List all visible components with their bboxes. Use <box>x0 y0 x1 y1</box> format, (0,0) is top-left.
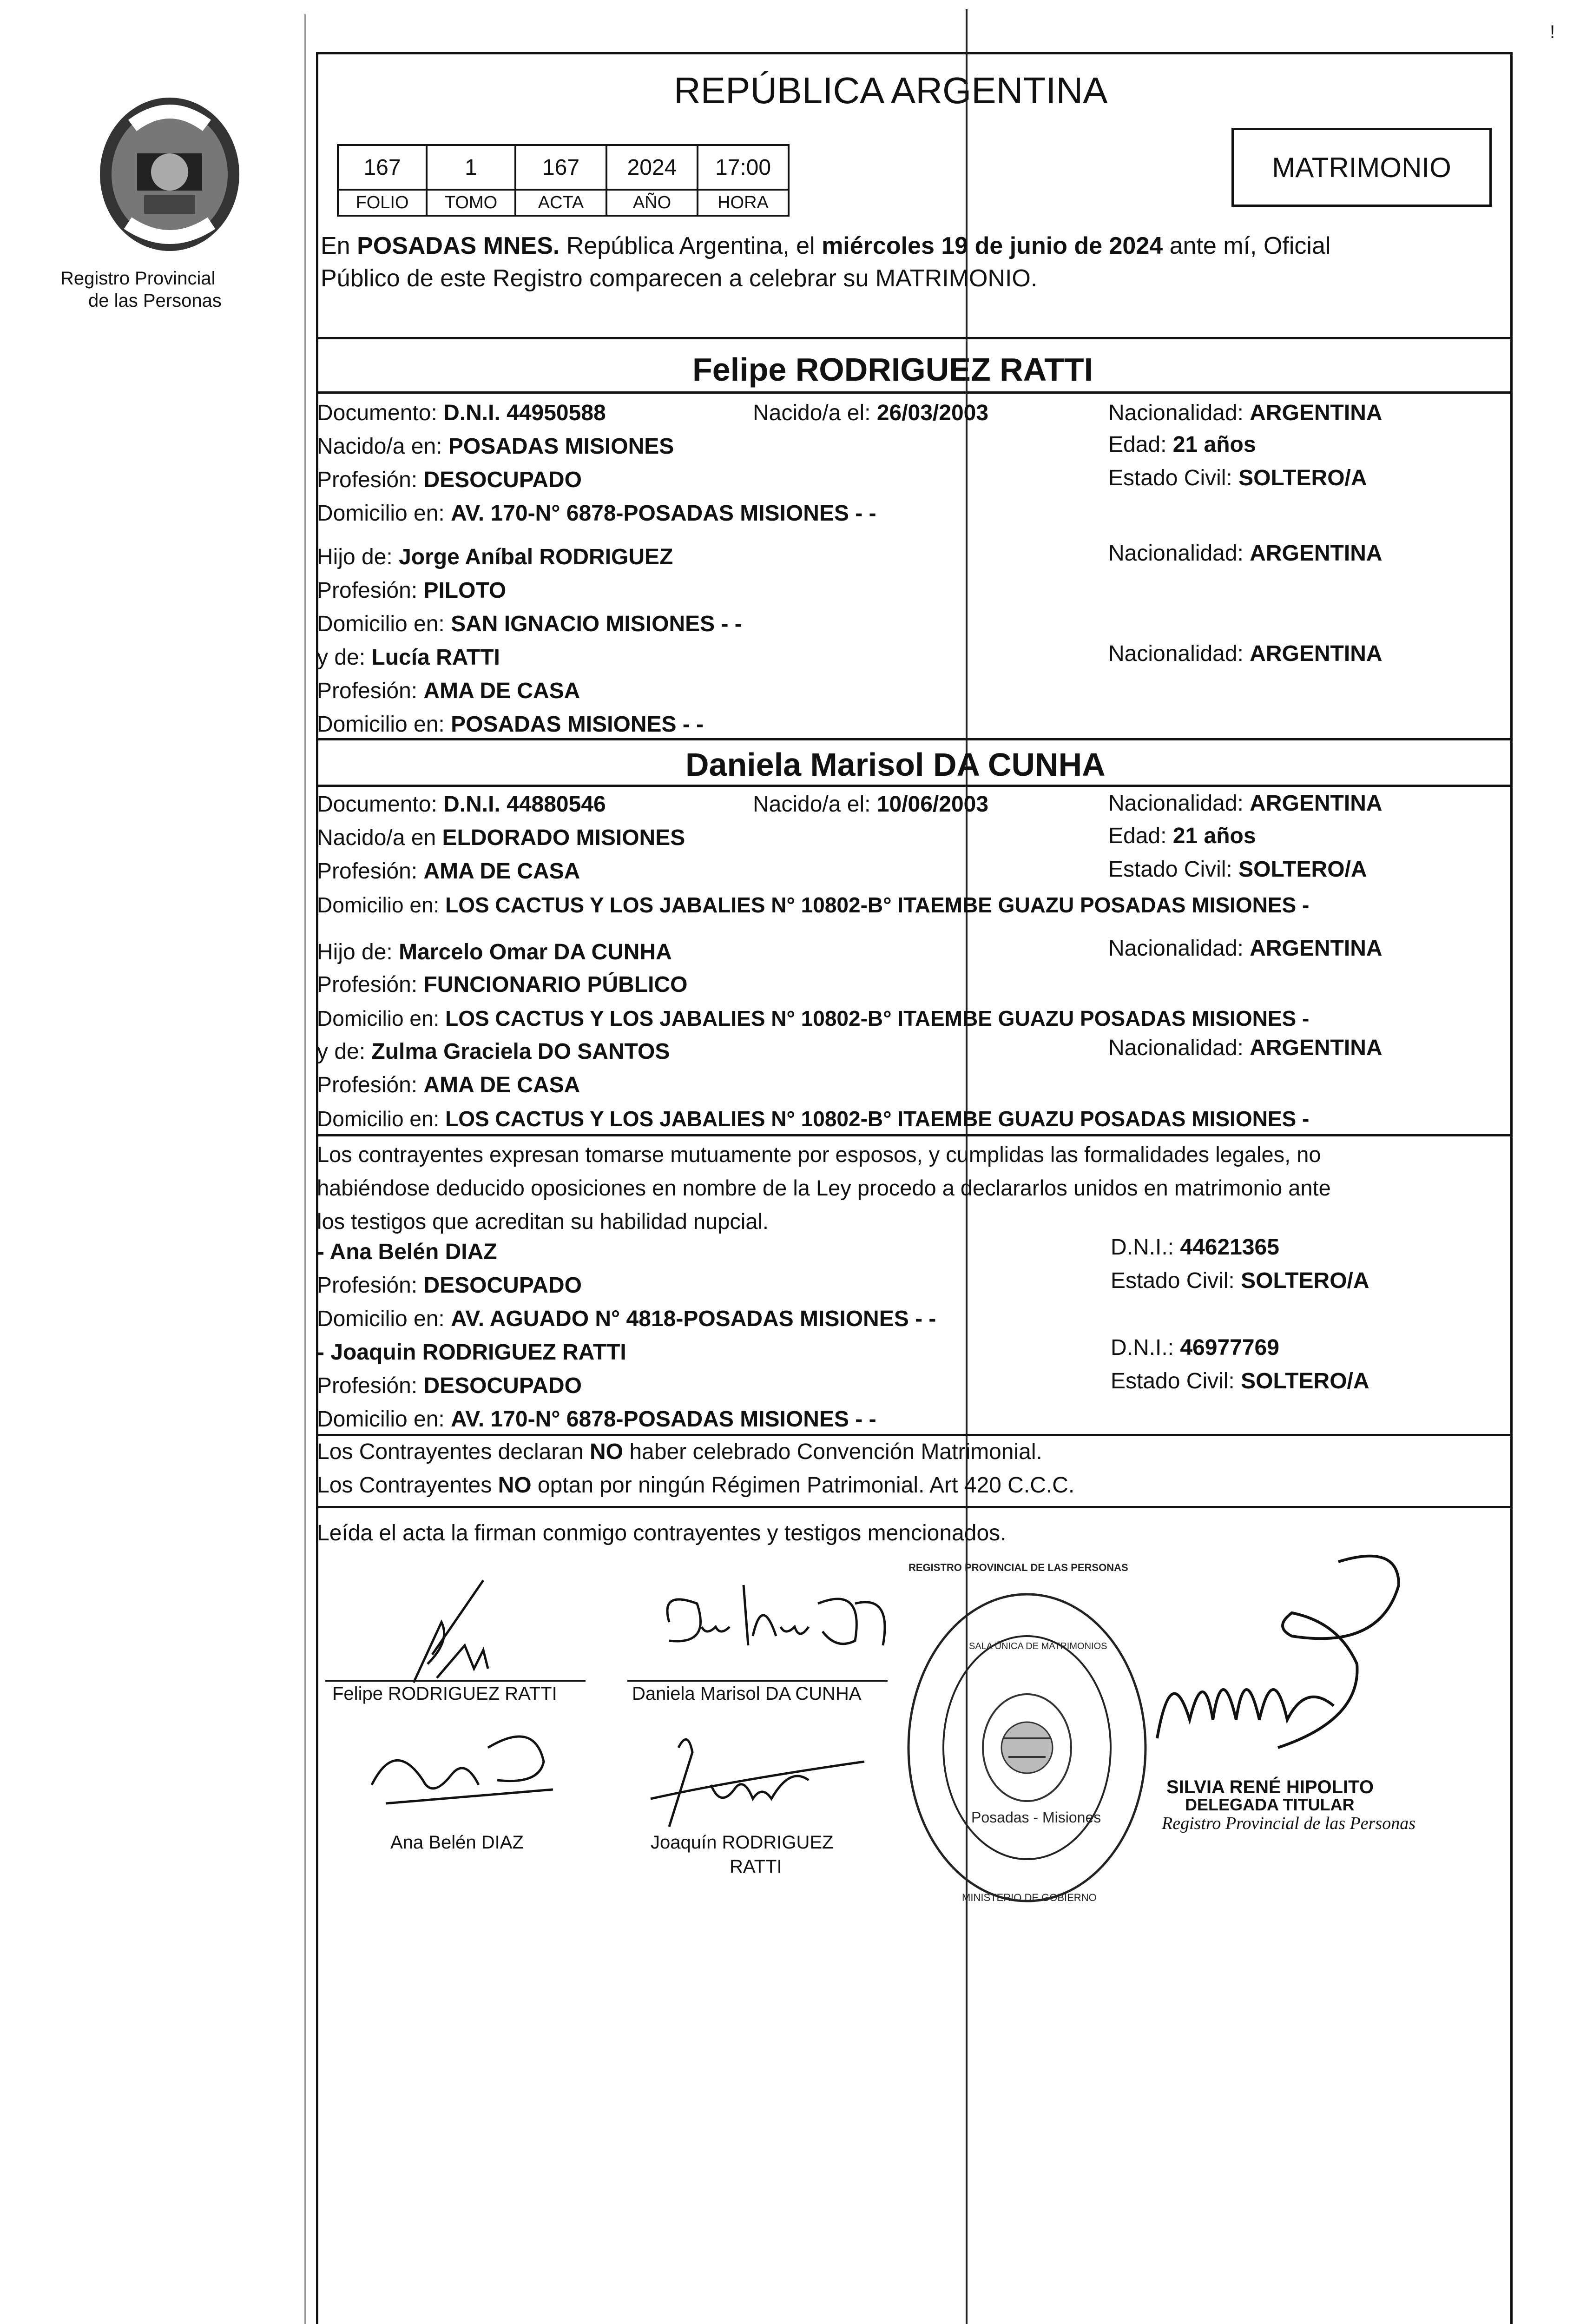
groom-addr: Domicilio en: AV. 170-N° 6878-POSADAS MISIONES - - <box>317 501 876 526</box>
bride-name: Daniela Marisol DA CUNHA <box>685 746 1106 783</box>
logo-caption-line2: de las Personas <box>88 290 222 311</box>
bride-place: Nacido/a en ELDORADO MISIONES <box>317 825 685 850</box>
anio-value: 2024 <box>606 144 698 191</box>
groom-mother-addr: Domicilio en: POSADAS MISIONES - - <box>317 712 704 737</box>
witness1-signature-label: Ana Belén DIAZ <box>390 1832 524 1853</box>
witness1-dni: D.N.I.: 44621365 <box>1111 1235 1279 1260</box>
groom-born: Nacido/a el: 26/03/2003 <box>753 401 989 425</box>
folio-value: 167 <box>337 144 428 191</box>
convention-line2: Los Contrayentes NO optan por ningún Régimen Patrimonial. Art 420 C.C.C. <box>317 1473 1075 1498</box>
divider-groom-end <box>316 738 1513 740</box>
bride-signature-label: Daniela Marisol DA CUNHA <box>632 1684 862 1704</box>
groom-civil: Estado Civil: SOLTERO/A <box>1108 466 1367 490</box>
bride-born: Nacido/a el: 10/06/2003 <box>753 792 989 817</box>
bride-mother: y de: Zulma Graciela DO SANTOS <box>317 1039 670 1064</box>
witness1-prof: Profesión: DESOCUPADO <box>317 1273 582 1298</box>
witness2-civil: Estado Civil: SOLTERO/A <box>1111 1369 1369 1393</box>
official-role: DELEGADA TITULAR <box>1185 1795 1355 1814</box>
declaration-line2: habiéndose deducido oposiciones en nombre de la Ley procedo a declararlos unidos en matrimonio ante <box>317 1175 1331 1200</box>
bride-civil: Estado Civil: SOLTERO/A <box>1108 857 1367 882</box>
tomo-label: TOMO <box>426 189 516 217</box>
divider-bride-end <box>316 1134 1513 1136</box>
divider-intro <box>316 337 1513 339</box>
republic-title: REPÚBLICA ARGENTINA <box>674 70 1108 111</box>
act-type-box <box>1231 128 1492 207</box>
seal-inner-text: SALA ÚNICA DE MATRIMONIOS <box>969 1641 1107 1651</box>
bride-nat: Nacionalidad: ARGENTINA <box>1108 791 1382 816</box>
groom-father-addr: Domicilio en: SAN IGNACIO MISIONES - - <box>317 612 742 636</box>
divider-bride <box>316 785 1513 787</box>
groom-father-nat: Nacionalidad: ARGENTINA <box>1108 541 1382 566</box>
groom-mother: y de: Lucía RATTI <box>317 645 500 670</box>
groom-father-prof: Profesión: PILOTO <box>317 578 507 603</box>
groom-signature <box>372 1571 520 1692</box>
divider-witnesses <box>316 1434 1513 1436</box>
witness2-prof: Profesión: DESOCUPADO <box>317 1373 582 1398</box>
groom-name: Felipe RODRIGUEZ RATTI <box>692 351 1093 388</box>
official-signature <box>1139 1543 1427 1785</box>
witness1-civil: Estado Civil: SOLTERO/A <box>1111 1268 1369 1293</box>
bride-mother-addr: Domicilio en: LOS CACTUS Y LOS JABALIES N° 10802-B° ITAEMBE GUAZU POSADAS MISIONES - <box>317 1107 1310 1131</box>
groom-doc: Documento: D.N.I. 44950588 <box>317 401 606 425</box>
witness2-addr: Domicilio en: AV. 170-N° 6878-POSADAS MISIONES - - <box>317 1407 876 1432</box>
divider-groom <box>316 391 1513 394</box>
acta-label: ACTA <box>514 189 607 217</box>
witness2-signature-label-1: Joaquín RODRIGUEZ <box>651 1832 834 1853</box>
anio-label: AÑO <box>606 189 698 217</box>
acta-value: 167 <box>514 144 607 191</box>
bride-mother-nat: Nacionalidad: ARGENTINA <box>1108 1036 1382 1060</box>
closing-text: Leída el acta la firman conmigo contrayentes y testigos mencionados. <box>317 1521 1007 1545</box>
bride-prof: Profesión: AMA DE CASA <box>317 859 580 884</box>
witness2-name: - Joaquin RODRIGUEZ RATTI <box>317 1340 626 1365</box>
bride-signature <box>641 1576 902 1669</box>
bride-signature-line <box>627 1680 888 1682</box>
groom-father: Hijo de: Jorge Aníbal RODRIGUEZ <box>317 545 673 569</box>
bride-addr: Domicilio en: LOS CACTUS Y LOS JABALIES N° 10802-B° ITAEMBE GUAZU POSADAS MISIONES - <box>317 893 1310 917</box>
groom-age: Edad: 21 años <box>1108 432 1256 457</box>
province-logo <box>81 88 258 265</box>
seal-bottom-text: MINISTERIO DE GOBIERNO <box>962 1892 1097 1903</box>
tomo-value: 1 <box>426 144 516 191</box>
witness1-name: - Ana Belén DIAZ <box>317 1240 497 1264</box>
groom-nat: Nacionalidad: ARGENTINA <box>1108 401 1382 425</box>
declaration-line3: los testigos que acreditan su habilidad nupcial. <box>317 1209 769 1234</box>
bride-age: Edad: 21 años <box>1108 824 1256 848</box>
seal-outer-text: REGISTRO PROVINCIAL DE LAS PERSONAS <box>908 1562 1128 1573</box>
official-org: Registro Provincial de las Personas <box>1162 1814 1416 1833</box>
witness1-addr: Domicilio en: AV. AGUADO N° 4818-POSADAS MISIONES - - <box>317 1307 936 1331</box>
witness1-signature <box>358 1710 567 1831</box>
witness2-dni: D.N.I.: 46977769 <box>1111 1335 1279 1360</box>
groom-signature-label: Felipe RODRIGUEZ RATTI <box>332 1684 557 1704</box>
bride-father-nat: Nacionalidad: ARGENTINA <box>1108 936 1382 961</box>
bride-father: Hijo de: Marcelo Omar DA CUNHA <box>317 940 672 964</box>
groom-signature-line <box>325 1680 586 1682</box>
witness2-signature <box>641 1729 883 1841</box>
groom-prof: Profesión: DESOCUPADO <box>317 468 582 492</box>
folio-label: FOLIO <box>337 189 428 217</box>
intro-line2: Público de este Registro comparecen a celebrar su MATRIMONIO. <box>321 265 1038 292</box>
intro-line1: En POSADAS MNES. República Argentina, el miércoles 19 de junio de 2024 ante mí, Oficial <box>321 232 1331 259</box>
official-seal <box>897 1571 1157 1924</box>
bride-mother-prof: Profesión: AMA DE CASA <box>317 1073 580 1097</box>
groom-place: Nacido/a en: POSADAS MISIONES <box>317 434 674 459</box>
groom-mother-prof: Profesión: AMA DE CASA <box>317 679 580 703</box>
witness2-signature-label-2: RATTI <box>730 1856 782 1877</box>
official-name: SILVIA RENÉ HIPOLITO <box>1166 1777 1374 1797</box>
bride-doc: Documento: D.N.I. 44880546 <box>317 792 606 817</box>
bride-father-addr: Domicilio en: LOS CACTUS Y LOS JABALIES N° 10802-B° ITAEMBE GUAZU POSADAS MISIONES - <box>317 1006 1310 1030</box>
page-mark: ! <box>1550 22 1555 42</box>
left-margin-line <box>304 14 306 2324</box>
hora-value: 17:00 <box>697 144 790 191</box>
hora-label: HORA <box>697 189 790 217</box>
bride-father-prof: Profesión: FUNCIONARIO PÚBLICO <box>317 972 688 997</box>
seal-center-text: Posadas - Misiones <box>971 1809 1101 1826</box>
convention-line1: Los Contrayentes declaran NO haber celebrado Convención Matrimonial. <box>317 1439 1042 1464</box>
logo-caption-line1: Registro Provincial <box>60 268 216 289</box>
declaration-line1: Los contrayentes expresan tomarse mutuamente por esposos, y cumplidas las formalidades legales, no <box>317 1142 1321 1167</box>
divider-conventions <box>316 1506 1513 1508</box>
act-type: MATRIMONIO <box>1272 152 1451 183</box>
groom-mother-nat: Nacionalidad: ARGENTINA <box>1108 641 1382 666</box>
